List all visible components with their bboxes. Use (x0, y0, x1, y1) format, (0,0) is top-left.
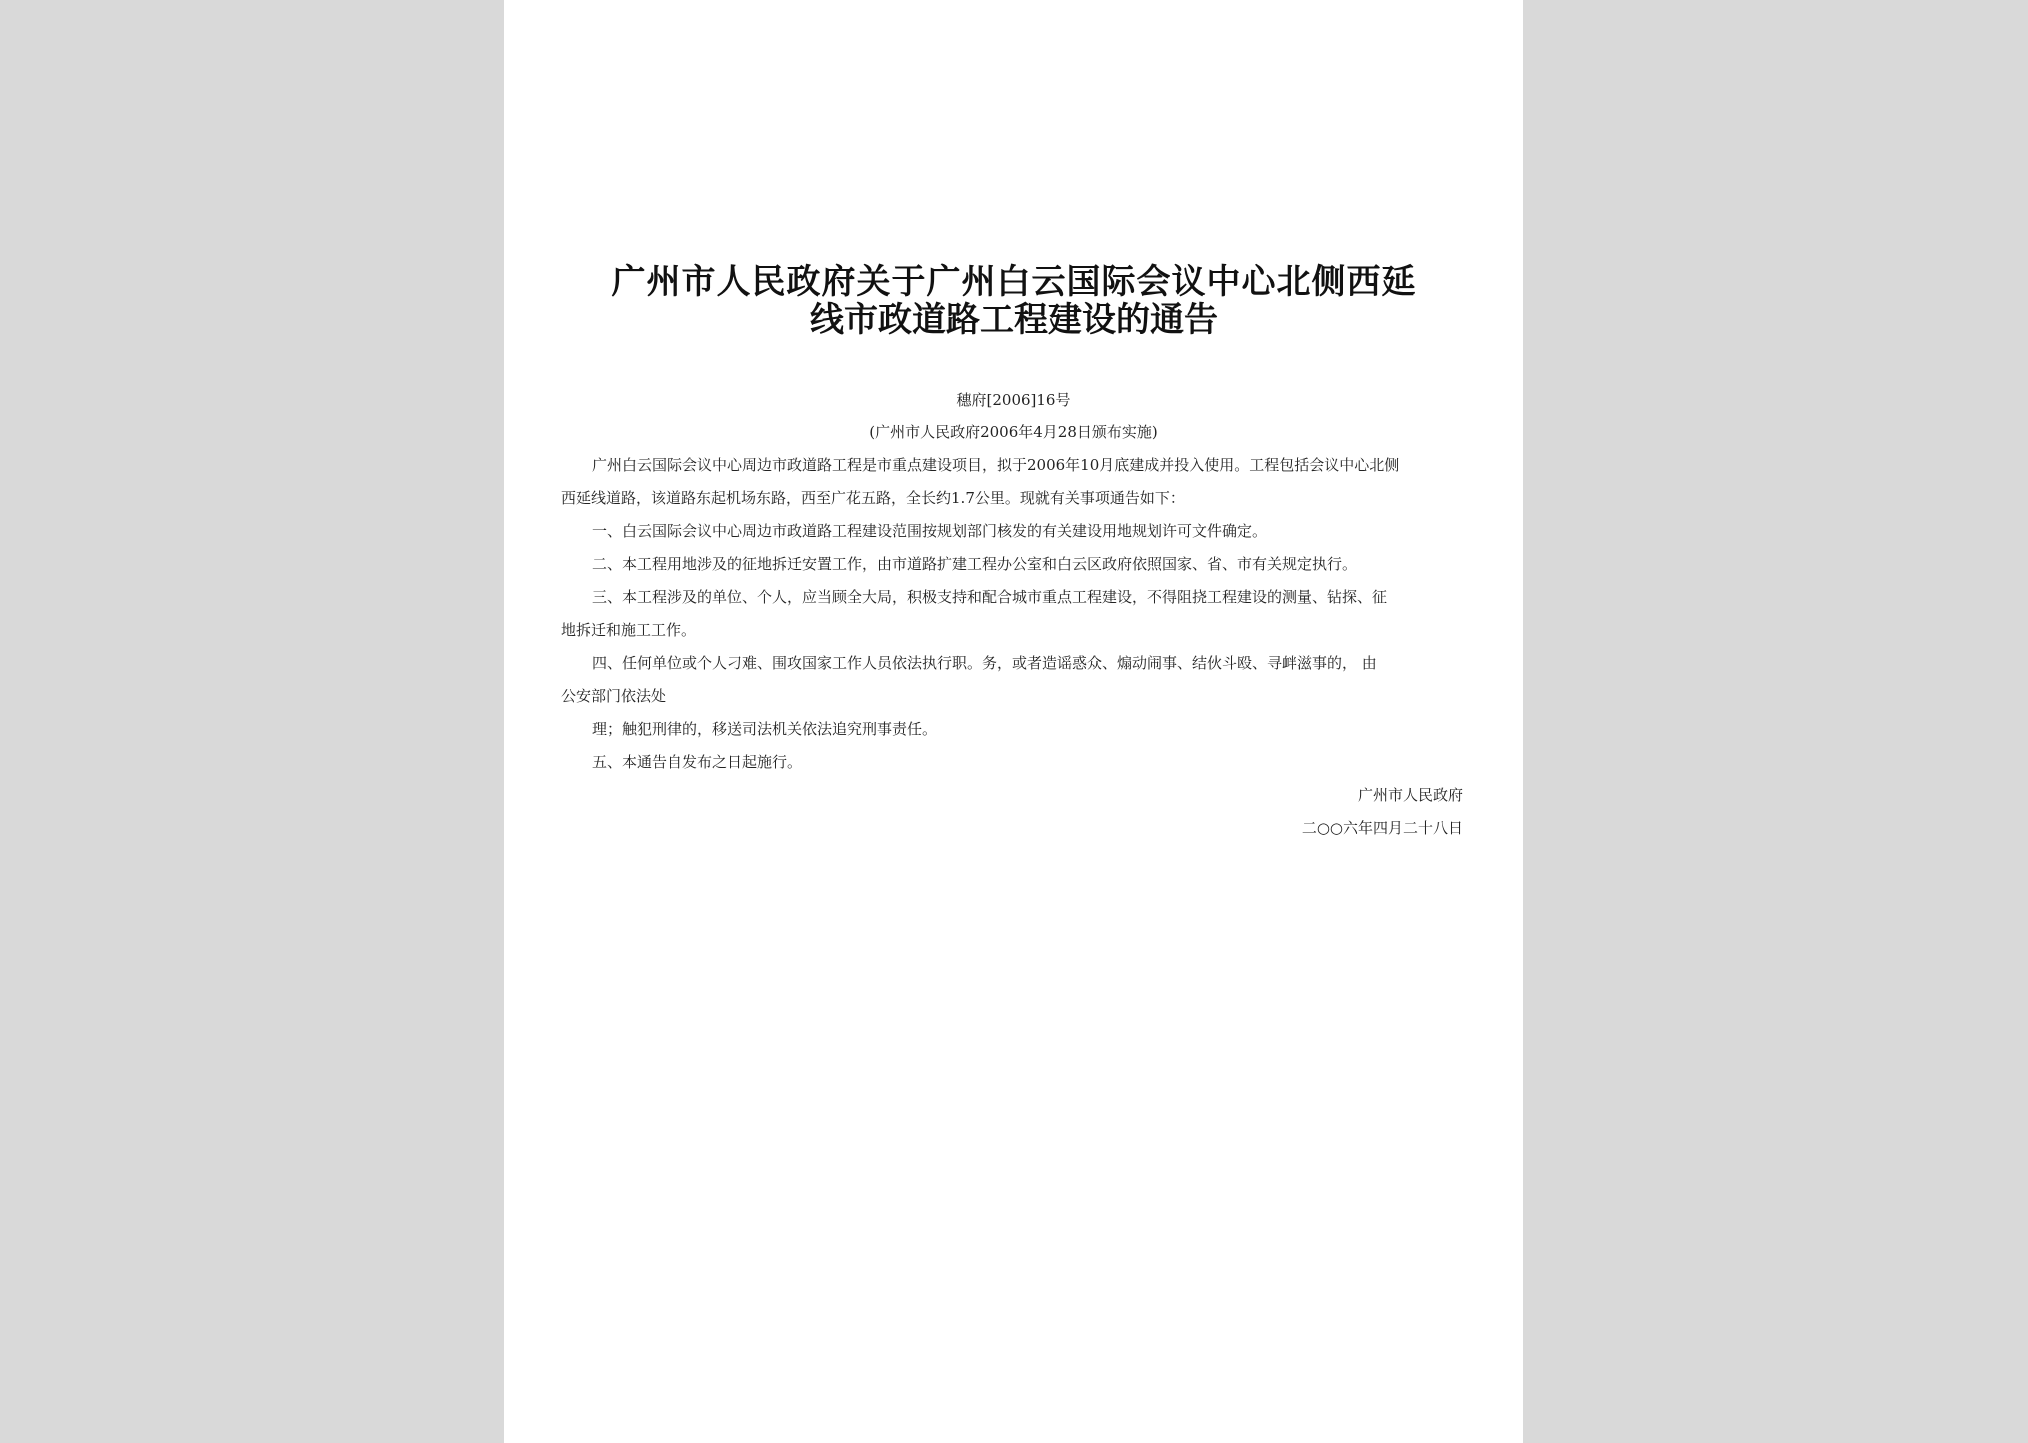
document-page (504, 0, 1523, 1443)
paragraph-item-3-line2: 地拆迁和施工工作。 (561, 621, 697, 639)
paragraph-item-2: 二、本工程用地涉及的征地拆迁安置工作，由市道路扩建工程办公室和白云区政府依照国家、省、市有关规定执行。 (592, 555, 1358, 573)
issue-note: (广州市人民政府2006年4月28日颁布实施) (869, 423, 1158, 441)
paragraph-item-5: 五、本通告自发布之日起施行。 (592, 753, 803, 771)
paragraph-item-3-line1: 三、本工程涉及的单位、个人，应当顾全大局，积极支持和配合城市重点工程建设，不得阻挠工程建设的测量、钻探、征 (592, 588, 1388, 606)
issuer-signature: 广州市人民政府 (1357, 786, 1463, 804)
paragraph-item-4-line3: 理；触犯刑律的，移送司法机关依法追究刑事责任。 (592, 720, 938, 738)
paragraph-item-4-line2: 公安部门依法处 (561, 687, 667, 705)
issue-date: 二○○六年四月二十八日 (1301, 819, 1463, 837)
document-number: 穗府[2006]16号 (956, 391, 1071, 409)
paragraph-item-4-line1: 四、任何单位或个人刁难、围攻国家工作人员依法执行职。务，或者造谣惑众、煽动闹事、结伙斗殴、寻衅滋事的， 由 (592, 654, 1377, 672)
document-title-line2: 线市政道路工程建设的通告 (810, 300, 1218, 340)
paragraph-intro-line2: 西延线道路，该道路东起机场东路，西至广花五路，全长约1.7公里。现就有关事项通告如下： (561, 489, 1185, 507)
paragraph-item-1: 一、白云国际会议中心周边市政道路工程建设范围按规划部门核发的有关建设用地规划许可文件确定。 (592, 522, 1268, 540)
document-title-line1: 广州市人民政府关于广州白云国际会议中心北侧西延 (611, 262, 1417, 302)
paragraph-intro-line1: 广州白云国际会议中心周边市政道路工程是市重点建设项目，拟于2006年10月底建成并投入使用。工程包括会议中心北侧 (592, 456, 1400, 474)
